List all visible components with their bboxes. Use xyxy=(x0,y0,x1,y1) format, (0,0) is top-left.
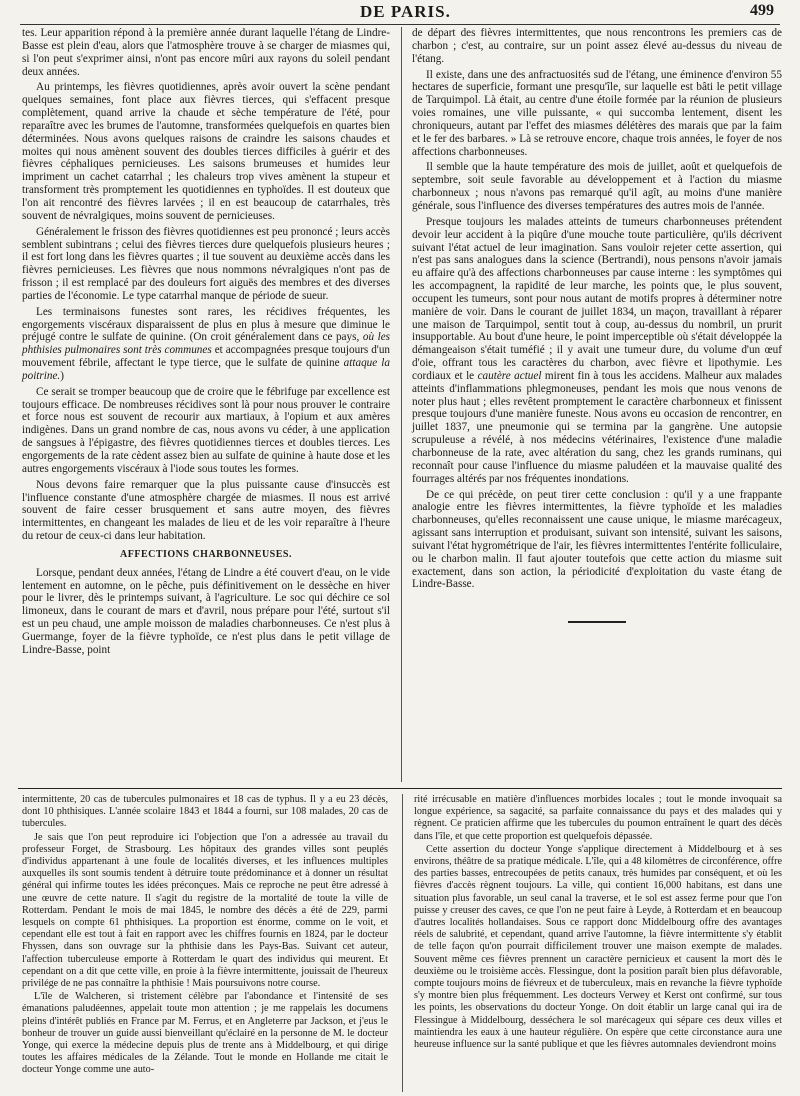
paragraph: tes. Leur apparition répond à la première année durant laquelle l'étang de Lindre-Basse est plein d'eau, alors que l'atmosphère trouve à se charger de miasmes qui, si l'on peut s'exprimer ainsi, n'ont pas encore mûri aux rayons du soleil pendant deux années. xyxy=(22,27,390,78)
upper-right-column xyxy=(412,27,782,782)
paragraph: Nous devons faire remarquer que la plus puissante cause d'insuccès est l'influence constante d'une atmosphère chargée de miasmes. Il nous est arrivé souvent de faire cesser brusquement et sans autre moyen, des fièvres intermittentes, en changeant les malades de lieu et de les voir reparaître à l'heure du retour de ceux-ci dans leur habitation. xyxy=(22,478,390,543)
paragraph: intermittente, 20 cas de tubercules pulmonaires et 18 cas de typhus. Il y a eu 23 décès, dont 10 phthisiques. L'année scolaire 1843 et 1844 a fourni, sur 108 malades, 20 cas de tubercules. xyxy=(22,794,388,830)
paragraph xyxy=(412,216,782,486)
feuilleton-rule xyxy=(18,788,782,789)
paragraph-text: Presque toujours les malades atteints de tumeurs charbonneuses prétendent devoir leur accident à la piqûre d'une mouche toute particulière, qu'ils décrivent suivant l'état actuel de leur imagination. Sans vouloir rejeter cette assertion, qui n'est pas sans analogues dans la science (Bertrandi), nous pensons n'avoir jamais eu affaire qu'à des affections charbonneuses par cause interne : les symptômes qui les accompagnent, la rapidité de leur marche, les points que, le plus souvent, occupent les tumeurs, sont pour nous autant de motifs propres à déterminer notre manière de voir. Dans le courant de juillet 1834, un maçon, travaillant à réparer une maison de Tarquimpol, sentit tout à coup, au-dessus du nombril, un prurit insupportable. Au bout d'une heure, le point imperceptible où s'était développée la démangeaison s'était tuméfié ; il y avait une tumeur dure, du volume d'un œuf d'oie, offrant tous les caractères du charbon, avec fièvre et lipothymie. Les cordiaux et le xyxy=(412,215,782,382)
paragraph: de départ des fièvres intermittentes, que nous rencontrons les premiers cas de charbon ; c'est, au contraire, sur un point assez élevé au-dessus du niveau de l'étang. xyxy=(412,27,782,65)
paragraph: Lorsque, pendant deux années, l'étang de Lindre a été couvert d'eau, on le vide lentement en automne, on le pêche, puis définitivement on le dessèche en hiver pour le livrer, dès le printemps suivant, à l'agriculture. Le soc qui déchire ce sol limoneux, dans le courant de mars et d'avril, nous prépare pour l'été, surtout s'il est un peu chaud, une ample moisson de maladies charbonneuses. Ce n'est plus à Guermange, foyer de la fièvre typhoïde, ce n'est plus dans le petit village de Lindre-Basse, point xyxy=(22,566,390,656)
lower-feuilleton xyxy=(22,794,782,1092)
column-divider xyxy=(401,27,402,782)
paragraph: Généralement le frisson des fièvres quotidiennes est peu prononcé ; leurs accès semblent subintrans ; celui des fièvres tierces dure quelquefois plusieurs heures ; il est fort long dans les fièvres quartes ; il tue souvent au deuxième accès dans les fièvres pernicieuses. Les fièvres que nous nommons névralgiques n'ont pas de frisson ; il est remplacé par des douleurs fort aiguës des membres et des diverses parties de l'économie. Le type catarrhal manque de période de sueur. xyxy=(22,225,390,302)
lower-right-column xyxy=(414,794,782,1092)
paragraph-text: ) xyxy=(60,369,64,382)
lower-left-column xyxy=(22,794,388,1092)
upper-article xyxy=(22,27,782,782)
italic-text: cautère actuel xyxy=(477,369,542,382)
running-title: DE PARIS. xyxy=(360,2,451,21)
paragraph-text: et accompagnées presque toujours d'un mouvement fébrile, affectant le type tierce, que le sulfate de quinine xyxy=(22,344,391,370)
page-header xyxy=(20,2,780,24)
header-rule xyxy=(20,24,780,25)
column-divider xyxy=(402,794,403,1092)
italic-text: où les phthisies pulmonaires sont très communes xyxy=(22,331,391,357)
paragraph: L'île de Walcheren, si tristement célèbre par l'abondance et l'intensité de ses émanations paludéennes, appelait toute mon attention ; je me rappelais les documens pleins d'intérêt publiés en France par M. Ferrus, et en Angleterre par Jackson, et j'eus le bonheur de trouver un guide aussi bienveillant qu'éclairé en la personne de M. le docteur Yonge, qui exerce la médecine depuis plus de trente ans à Middelbourg, et qui dirige toutes les affaires médicales de la Zélande. Tout le monde en Hollande me citait le docteur Yonge comme une auto- xyxy=(22,991,388,1076)
paragraph xyxy=(22,306,390,383)
paragraph: De ce qui précède, on peut tirer cette conclusion : qu'il y a une frappante analogie entre les fièvres intermittentes, la fièvre typhoïde et les maladies charbonneuses, qu'elles reconnaissent une cause unique, le miasme marécageux, agissant sans interruption et produisant, suivant son intensité, suivant les saisons, suivant l'état hygrométrique de l'air, les fièvres intermittentes l'entérite folliculaire, ou le charbon malin. Il faut ajouter toutefois que cette action du miasme suit exactement, dans son action, la périodicité d'exploitation du vaste étang de Lindre-Basse. xyxy=(412,488,782,591)
page-number: 499 xyxy=(750,2,774,19)
paragraph: Ce serait se tromper beaucoup que de croire que le fébrifuge par excellence est toujours efficace. De nombreuses récidives sont là pour nous prouver le contraire et force nous est souvent de recourir aux martiaux, à l'opium et aux amères indigènes. Dans un grand nombre de cas, nous avons vu céder, à une application de sangsues à l'épigastre, des fièvres quotidiennes tierces et doubles tierces. Les engorgements de la rate cèdent assez bien au sulfate de quinine à haute dose et les autres engorgements viscéraux à l'iode sous toutes les formes. xyxy=(22,385,390,475)
paragraph: Au printemps, les fièvres quotidiennes, après avoir ouvert la scène pendant quelques semaines, font place aux fièvres tierces, qui s'effacent presque complètement, quand arrive la chaude et sèche température de l'été, pour reparaître avec les brumes de l'automne, transformées quelquefois en quartes bien déterminées. Nous avons quelques raisons de craindre les saisons chaudes et moites qui nous amènent souvent des doubles tierces difficiles à guérir et des fièvres céphaliques pernicieuses. Les saisons brumeuses et humides leur impriment un cachet catarrhal ; les chaleurs trop vives amènent la stupeur et transforment très promptement les quotidiennes en typhoïdes. Il est douteux que l'on ait rencontré des fièvres larvées ; il en est beaucoup de catarrhales, très souvent de névralgiques, moins souvent de pernicieuses. xyxy=(22,81,390,222)
paragraph: rité irrécusable en matière d'influences morbides locales ; tout le monde invoquait sa longue expérience, sa sagacité, sa parfaite connaissance du pays et des malades qui y règnent. Ce praticien affirme que les tubercules du poumon entraînent le quart des décès dans l'île, et que cette proportion est quelquefois dépassée. xyxy=(414,794,782,842)
paragraph: Il semble que la haute température des mois de juillet, août et quelquefois de septembre, soit seule favorable au développement et à l'action du miasme charbonneux ; nous n'avons pas remarqué qu'il agît, au moins d'une manière générale, sous l'influence des diverses températures des autres mois de l'année. xyxy=(412,161,782,212)
paragraph: Cette assertion du docteur Yonge s'applique directement à Middelbourg et à ses environs, théâtre de sa pratique médicale. L'île, qui a 48 kilomètres de circonférence, offre des parties basses, entrecoupées de petits canaux, très humides par conséquent, et où les fièvres d'accès règnent toujours. La ville, qui contient 16,000 habitans, est dans une situation plus favorable, un seul canal la traverse, et le sol est assez ferme pour que l'on puisse y creuser des caves, ce que l'on ne peut faire à Leyde, à Rotterdam et en beaucoup d'autres localités hollandaises. Sous ce rapport donc Middelbourg offre des avantages réels de salubrité, et cependant, quand arrive l'automne, la fièvre intermittente s'y établit de telle façon qu'on pourrait difficilement trouver une maison exempte de malades. Souvent même ces fièvres prennent un caractère pernicieux et causent la mort dès le deuxième ou le troisième accès. Flessingue, dont la position paraît bien plus défavorable, compte toujours moins de fiévreux et de tuberculeux, mais en revanche la fièvre typhoïde s'y montre bien plus fréquemment. Les docteurs Verwey et Kerst ont confirmé, sur tous les points, les observations du docteur Yonge. On doit établir un large canal qui ira de Flessingue à Middelbourg, desséchera le sol marécageux qui sépare ces deux villes et maintiendra les eaux à une hauteur régulière. On espère que cette circonstance aura une heureuse influence sur la santé publique et que les fièvres automnales deviendront moins xyxy=(414,843,782,1051)
section-heading: AFFECTIONS CHARBONNEUSES. xyxy=(120,548,292,560)
upper-left-column xyxy=(22,27,390,782)
paragraph-text: Les terminaisons funestes sont rares, les récidives fréquentes, les engorgements viscéraux disparaissent de plus en plus à mesure que diminue le préjugé contre le sulfate de quinine. (On croit généralement dans ce pays, xyxy=(22,305,390,344)
paragraph: Il existe, dans une des anfractuosités sud de l'étang, une éminence d'environ 55 hectares de superficie, formant une presqu'île, sur laquelle est bâti le petit village de Tarquimpol. Là était, au centre d'une étoile formée par la réunion de plusieurs voies romaines, une ville puissante, « qui succomba lentement, disent les chroniqueurs, autant par l'effet des miasmes délétères des marais que par la faim et le fer des barbares. » Là se retrouve encore, chaque trois années, le foyer de nos affections charbonneuses. xyxy=(412,68,782,158)
paragraph-text: mirent fin à tous les accidens. Malheur aux malades atteints d'inflammations phlegmoneuses, pendant les mois que nous venons de noter plus haut ; elles revêtent promptement le caractère charbonneux et finissent presque toujours d'une manière funeste. Nous avons eu occasion de rencontrer, en juillet 1837, une pneumonie qui se termina par la gangrène. Une autopsie scrupuleuse a révélé, à nos médecins vétérinaires, l'existence d'une maladie charbonneuse de la rate, avec altération du sang, chez les grands ruminans, qui reconnaît pour cause l'influence du miasme paludéen et la mauvaise qualité des fourrages altérés par nos fréquentes inondations. xyxy=(412,369,783,485)
paragraph: Je sais que l'on peut reproduire ici l'objection que l'on a adressée au travail du professeur Forget, de Strasbourg. Les hôpitaux des grandes villes sont peuplés d'individus appartenant à une foule de localités diverses, et les influences multiples auxquelles ils sont soumis tendent à détruire toute prédominance et à donner un résultat général qui infirme toutes les idées préconçues. Mais ce reproche ne peut être adressé à une œuvre de cette nature. Il s'agit du registre de la mortalité de toute la ville de Rotterdam. Pendant le mois de mai 1845, le nombre des décès a été de 229, parmi lesquels on compte 61 phthisiques. La proportion est énorme, comme on le voit, et cependant elle est tout à fait en rapport avec les chiffres fournis en 1824, par le docteur Fhyssen, dans son ouvrage sur la phthisie dans les Pays-Bas. Suivant cet auteur, l'affection tuberculeuse emporte à Rotterdam le quart des individus qui meurent. Et cependant on a dit que cette ville, en proie à la fièvre intermittente, jouissait de l'heureux privilége de ne pas connaître la phthisie ! Mais poursuivons notre course. xyxy=(22,831,388,990)
end-of-article-rule xyxy=(568,621,626,623)
italic-text: attaque la poitrine. xyxy=(22,357,391,382)
